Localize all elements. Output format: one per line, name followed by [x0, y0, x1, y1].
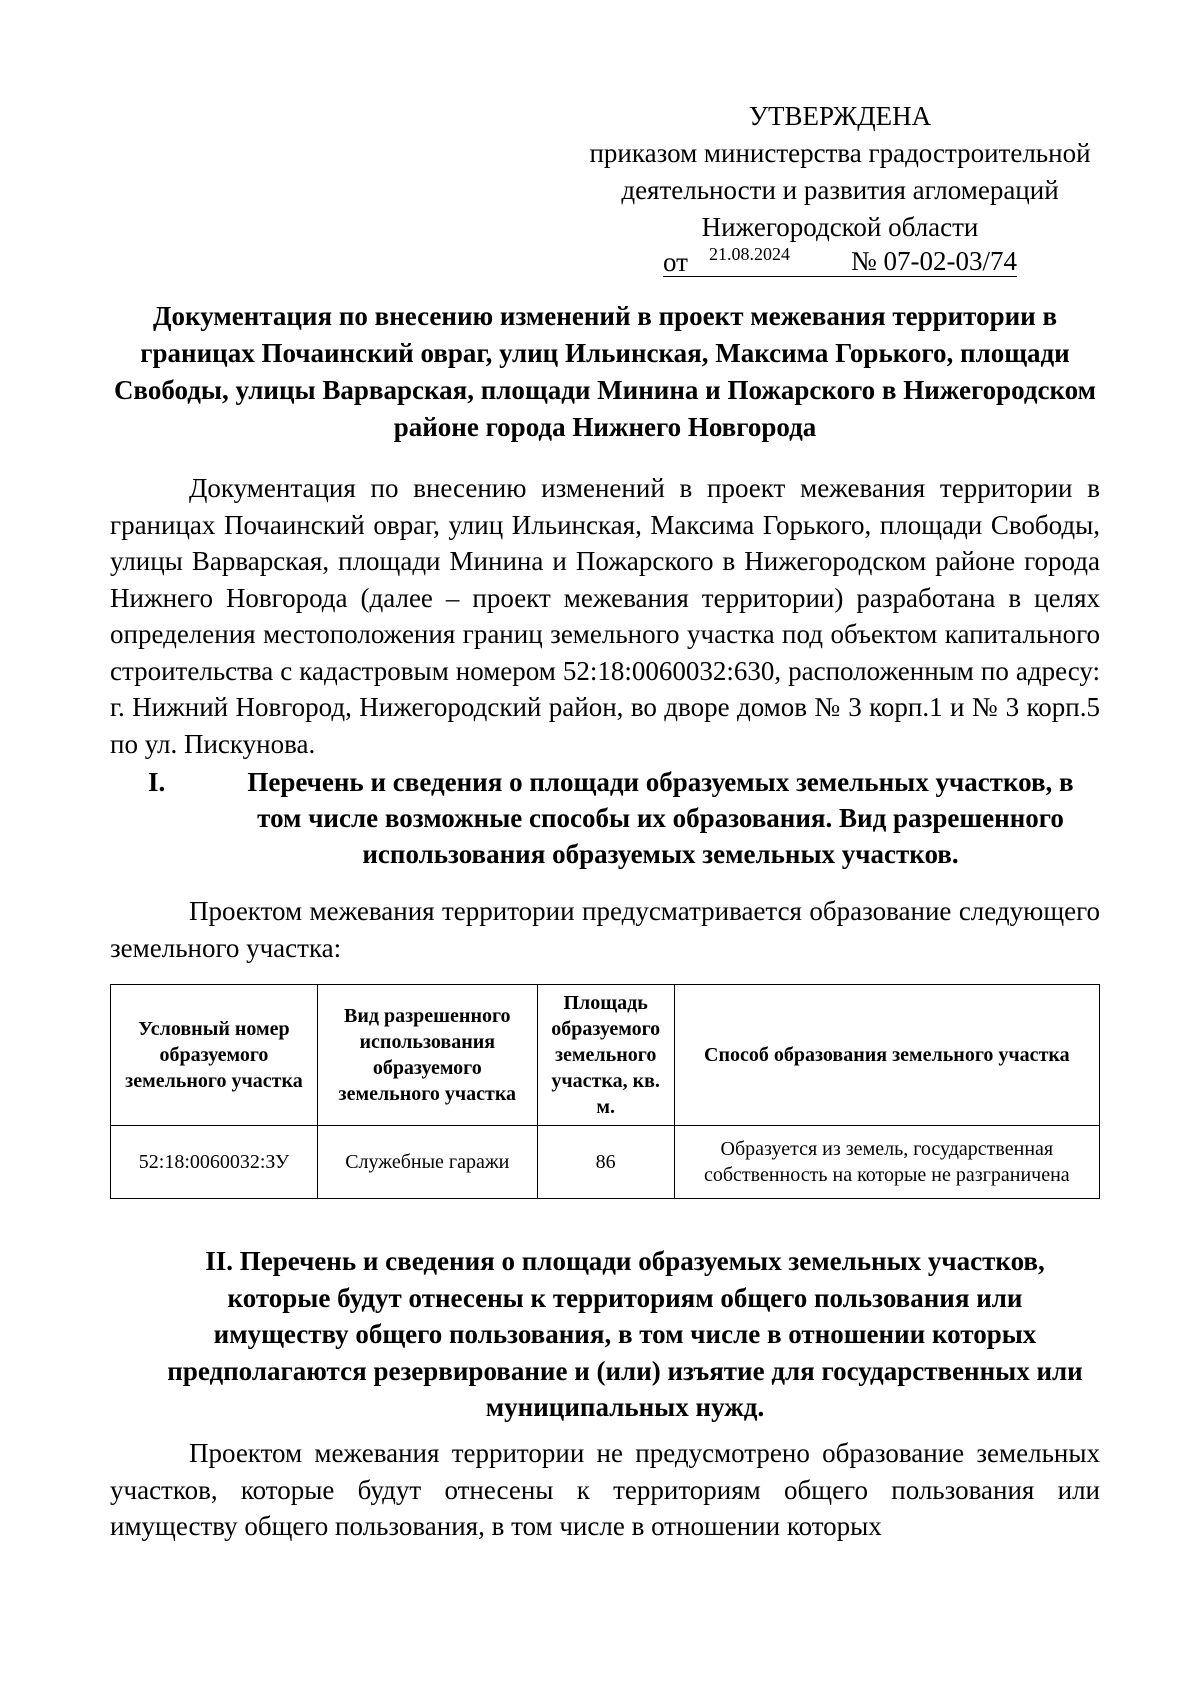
- table-cell: 52:18:0060032:ЗУ: [111, 1126, 318, 1199]
- approval-line-2: деятельности и развития агломераций: [621, 175, 1059, 205]
- table-cell: Образуется из земель, государственная собственность на которые не разграничена: [674, 1126, 1099, 1199]
- approval-number: № 07-02-03/74: [851, 246, 1017, 276]
- approval-block: [560, 98, 1120, 277]
- section-2-paragraph: Проектом межевания территории не предусмотрено образование земельных участков, которые будут отнесены к территориям общего пользования или имуществу общего пользования, в том числе в отношении которых: [110, 1438, 1100, 1541]
- section-1-number: I.: [148, 767, 166, 797]
- approval-date-field: [663, 246, 851, 277]
- section-1-title: Перечень и сведения о площади образуемых земельных участков, в том числе возможные способы их образования. Вид разрешенного использования образуемых земельных участков.: [247, 767, 1074, 869]
- document-title: Документация по внесению изменений в проект межевания территории в границах Почаинский овраг, улиц Ильинская, Максима Горького, площади Свободы, улицы Варварская, площади Минина и Пожарского в Нижегородском районе города Нижнего Новгорода: [113, 301, 1097, 442]
- table-header-cell: Площадь образуемого земельного участка, кв. м.: [537, 985, 674, 1126]
- intro-paragraph: Документация по внесению изменений в проект межевания территории в границах Почаинский овраг, улиц Ильинская, Максима Горького, площади Свободы, улицы Варварская, площади Минина и Пожарского в Нижегородском районе города Нижнего Новгорода (далее – проект межевания территории) разработана в целях определения местоположения границ земельного участка под объектом капитального строительства с кадастровым номером 52:18:0060032:630, расположенным по адресу: г. Нижний Новгород, Нижегородский район, во дворе домов № 3 корп.1 и № 3 корп.5 по ул. Пискунова.: [110, 473, 1100, 759]
- table-cell: 86: [537, 1126, 674, 1199]
- approval-date: 21.08.2024: [709, 244, 790, 264]
- section-1-heading: [148, 764, 1088, 872]
- table-header-cell: Условный номер образуемого земельного участка: [111, 985, 318, 1126]
- land-plot-table: [110, 984, 1100, 1199]
- approval-date-line: [560, 246, 1120, 277]
- table-header-row: [111, 985, 1100, 1126]
- table-header-cell: Способ образования земельного участка: [674, 985, 1099, 1126]
- approval-date-prefix: от: [663, 247, 688, 277]
- table-header-cell: Вид разрешенного использования образуемого земельного участка: [317, 985, 537, 1126]
- approval-line-1: приказом министерства градостроительной: [589, 138, 1091, 168]
- table-cell: Служебные гаражи: [317, 1126, 537, 1199]
- table-row: [111, 1126, 1100, 1199]
- approval-heading: УТВЕРЖДЕНА: [748, 101, 932, 131]
- section-1-paragraph: Проектом межевания территории предусматривается образование следующего земельного участка:: [110, 896, 1100, 963]
- section-2-heading: II. Перечень и сведения о площади образуемых земельных участков, которые будут отнесены к территориям общего пользования или имуществу общего пользования, в том числе в отношении которых предполагаются резервирование и (или) изъятие для государственных или муниципальных нужд.: [167, 1246, 1083, 1422]
- approval-line-3: Нижегородской области: [701, 212, 979, 242]
